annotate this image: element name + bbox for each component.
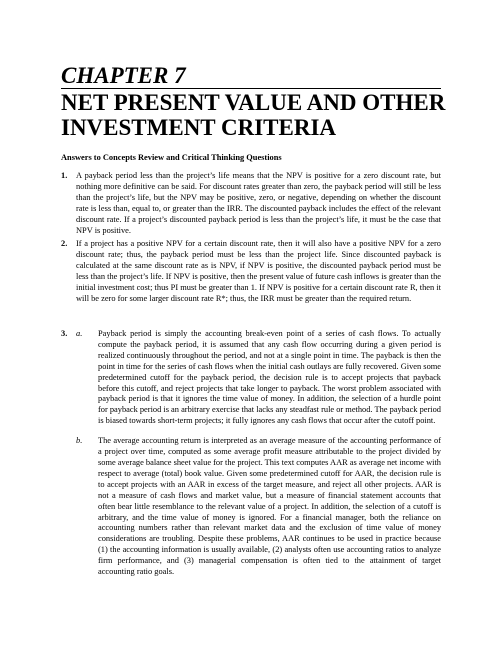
part-label: a.: [76, 329, 83, 338]
part-label: b.: [76, 436, 83, 446]
part-text: The average accounting return is interpreted as an average measure of the accounting performance of a project over time, computed as some average profit measure attributable to the project divided by some average balance sheet value for the project. This text computes AAR as average net income with respect to average (total) book value. Given some predetermined cutoff for AAR, the decision rule is to accept projects with an AAR in excess of the target measure, and reject all other projects. AAR is not a measure of cash flows and market value, but a measure of financial statement accounts that often bear little resemblance to the relevant value of a project. In addition, the selection of a cutoff is arbitrary, and the time value of money is ignored. For a financial manager, both the reliance on accounting numbers rather than relevant market data and the exclusion of time value of money considerations are troubling. Despite these problems, AAR continues to be used in practice because (1) the accounting information is usually available, (2) analysts often use accounting ratios to analyze firm performance, and (3) managerial compensation is often tied to the attainment of target accounting ratio goals.: [98, 436, 441, 577]
question-text: If a project has a positive NPV for a certain discount rate, then it will also have a positive NPV for a zero discount rate; thus, the payback period must be less than the project life. Since discounted payback is calculated at the same discount rate as is NPV, if NPV is positive, the discounted payback period must be less than the project’s life. If NPV is positive, then the present value of future cash inflows is greater than the initial investment cost; thus PI must be greater than 1. If NPV is positive for a certain discount rate R, then it will be zero for some larger discount rate R*; thus, the IRR must be greater than the required return.: [76, 239, 441, 303]
question-number: 2.: [61, 239, 68, 248]
question-3: [61, 329, 441, 578]
question-number: 1.: [61, 171, 68, 180]
chapter-title: NET PRESENT VALUE AND OTHER INVESTMENT CRITERIA: [61, 90, 446, 140]
question-number: 3.: [61, 329, 68, 338]
question-text: A payback period less than the project’s life means that the NPV is positive for a zero discount rate, but nothing more definitive can be said. For discount rates greater than zero, the payback period will still be less than the project’s life, but the NPV may be positive, zero, or negative, depending on whether the discount rate is less than, equal to, or greater than the IRR. The discounted payback includes the effect of the relevant discount rate. If a project’s discounted payback period is less than the project’s life, it must be the case that NPV is positive.: [76, 171, 441, 235]
chapter-rule: [61, 88, 441, 89]
question-part-b: [76, 436, 441, 578]
question-2: [61, 239, 441, 304]
chapter-label: CHAPTER 7: [61, 63, 186, 88]
question-1: [61, 171, 441, 236]
section-heading: Answers to Concepts Review and Critical Thinking Questions: [61, 153, 282, 162]
part-text: Payback period is simply the accounting break-even point of a series of cash flows. To actually compute the payback period, it is assumed that any cash flow occurring during a given period is realized continuously throughout the period, and not at a single point in time. The payback is then the point in time for the series of cash flows when the initial cash outlays are fully recovered. Given some predetermined cutoff for the payback period, the decision rule is to accept projects that payback before this cutoff, and reject projects that take longer to payback. The worst problem associated with payback period is that it ignores the time value of money. In addition, the selection of a hurdle point for payback period is an arbitrary exercise that lacks any steadfast rule or method. The payback period is biased towards short-term projects; it fully ignores any cash flows that occur after the cutoff point.: [98, 329, 441, 426]
question-part-a: [76, 329, 441, 427]
